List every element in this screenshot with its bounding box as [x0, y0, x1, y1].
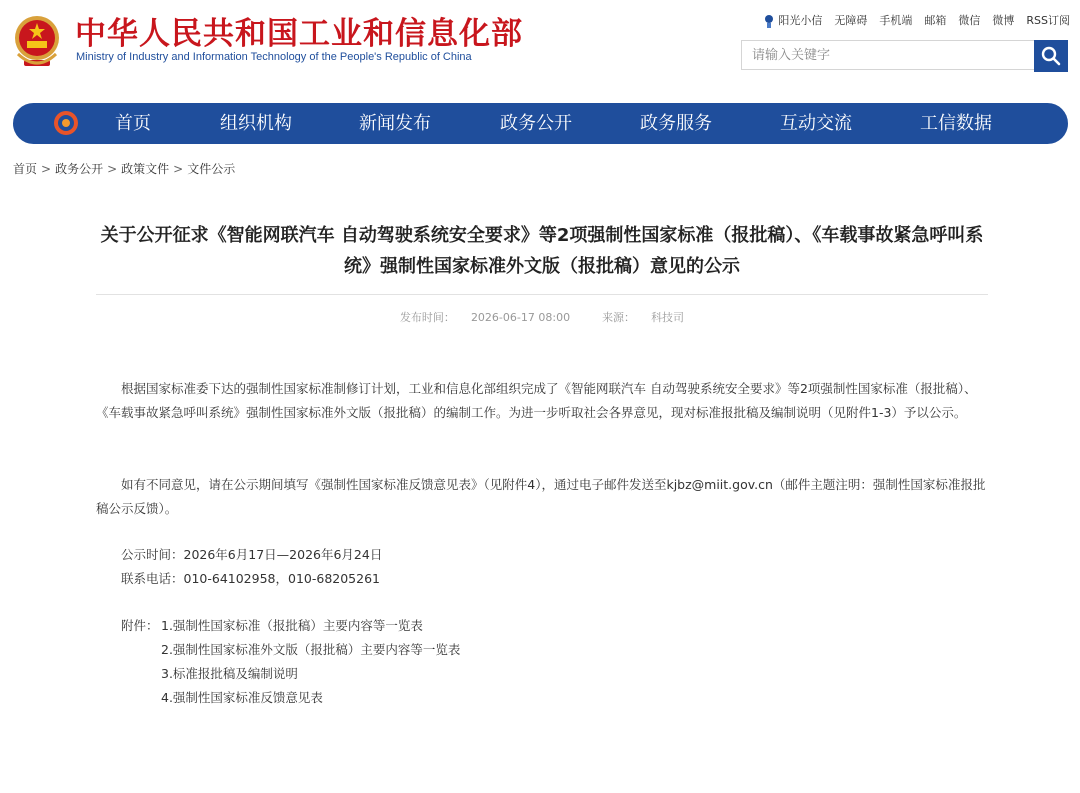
- search-box: [741, 40, 1034, 70]
- attachment-link-1[interactable]: 1.强制性国家标准（报批稿）主要内容等一览表: [161, 618, 423, 633]
- attachments-label: 附件：: [121, 618, 159, 633]
- notice-period: 公示时间：2026年6月17日—2026年6月24日: [121, 547, 383, 562]
- site-title[interactable]: 中华人民共和国工业和信息化部: [75, 16, 523, 52]
- article-source: 来源： 科技司: [602, 311, 685, 324]
- breadcrumb-separator: >: [41, 162, 52, 176]
- breadcrumb-separator: >: [173, 162, 184, 176]
- toplink-wechat[interactable]: 微信: [958, 14, 981, 27]
- nav-interaction[interactable]: 互动交流: [780, 113, 852, 134]
- search-button[interactable]: [1034, 40, 1068, 72]
- toplink-mobile[interactable]: 手机端: [879, 14, 913, 27]
- site-title-english: Ministry of Industry and Information Technology of the People's Republic of China: [76, 51, 472, 63]
- attachments-list: [121, 614, 460, 710]
- contact-phone: 联系电话：010-64102958，010-68205261: [121, 571, 380, 586]
- toplink-sunshine[interactable]: 阳光小信: [763, 12, 822, 28]
- nav-data[interactable]: 工信数据: [920, 113, 992, 134]
- article-title: 关于公开征求《智能网联汽车 自动驾驶系统安全要求》等2项强制性国家标准（报批稿）、《车载事故紧急呼叫系统》强制性国家标准外文版（报批稿）意见的公示: [100, 225, 984, 277]
- main-nav: [13, 103, 1068, 144]
- breadcrumb: [13, 160, 235, 178]
- toplink-weibo[interactable]: 微博: [992, 14, 1015, 27]
- breadcrumb-government-affairs[interactable]: 政务公开: [55, 162, 104, 176]
- toplink-rss[interactable]: RSS订阅: [1026, 14, 1070, 27]
- breadcrumb-separator: >: [107, 162, 118, 176]
- national-emblem-logo: [12, 14, 62, 70]
- nav-home[interactable]: 首页: [115, 113, 151, 134]
- search-icon: [1041, 46, 1061, 66]
- breadcrumb-document-notice[interactable]: 文件公示: [187, 162, 236, 176]
- attachment-link-3[interactable]: 3.标准报批稿及编制说明: [161, 666, 298, 681]
- article-paragraph-1: 根据国家标准委下达的强制性国家标准制修订计划，工业和信息化部组织完成了《智能网联汽车 自动驾驶系统安全要求》等2项强制性国家标准（报批稿）、《车载事故紧急呼叫系统》强制性国家标准外文版（报批稿）的编制工作。为进一步听取社会各界意见，现对标准报批稿及编制说明（见附件1-3）予以公示。: [96, 381, 977, 420]
- nav-government-affairs[interactable]: 政务公开: [500, 113, 572, 134]
- publish-time: 发布时间： 2026-06-17 08:00: [399, 311, 571, 324]
- search-input[interactable]: [742, 41, 1034, 69]
- top-links: [763, 12, 1070, 28]
- breadcrumb-policy-documents[interactable]: 政策文件: [121, 162, 170, 176]
- attachment-link-4[interactable]: 4.强制性国家标准反馈意见表: [161, 690, 323, 705]
- attachment-link-2[interactable]: 2.强制性国家标准外文版（报批稿）主要内容等一览表: [161, 642, 461, 657]
- title-divider: [96, 294, 988, 295]
- miit-logo-icon: [53, 110, 79, 136]
- article-paragraph-2: 如有不同意见，请在公示期间填写《强制性国家标准反馈意见表》（见附件4），通过电子邮件发送至kjbz@miit.gov.cn（邮件主题注明：强制性国家标准报批稿公示反馈）。: [96, 477, 986, 516]
- nav-news[interactable]: 新闻发布: [359, 113, 431, 134]
- breadcrumb-home[interactable]: 首页: [13, 162, 38, 176]
- toplink-accessibility[interactable]: 无障碍: [834, 14, 868, 27]
- nav-organization[interactable]: 组织机构: [220, 113, 292, 134]
- sunshine-icon: [763, 14, 775, 28]
- article-meta: [96, 310, 988, 326]
- toplink-mailbox[interactable]: 邮箱: [924, 14, 947, 27]
- nav-government-services[interactable]: 政务服务: [640, 113, 712, 134]
